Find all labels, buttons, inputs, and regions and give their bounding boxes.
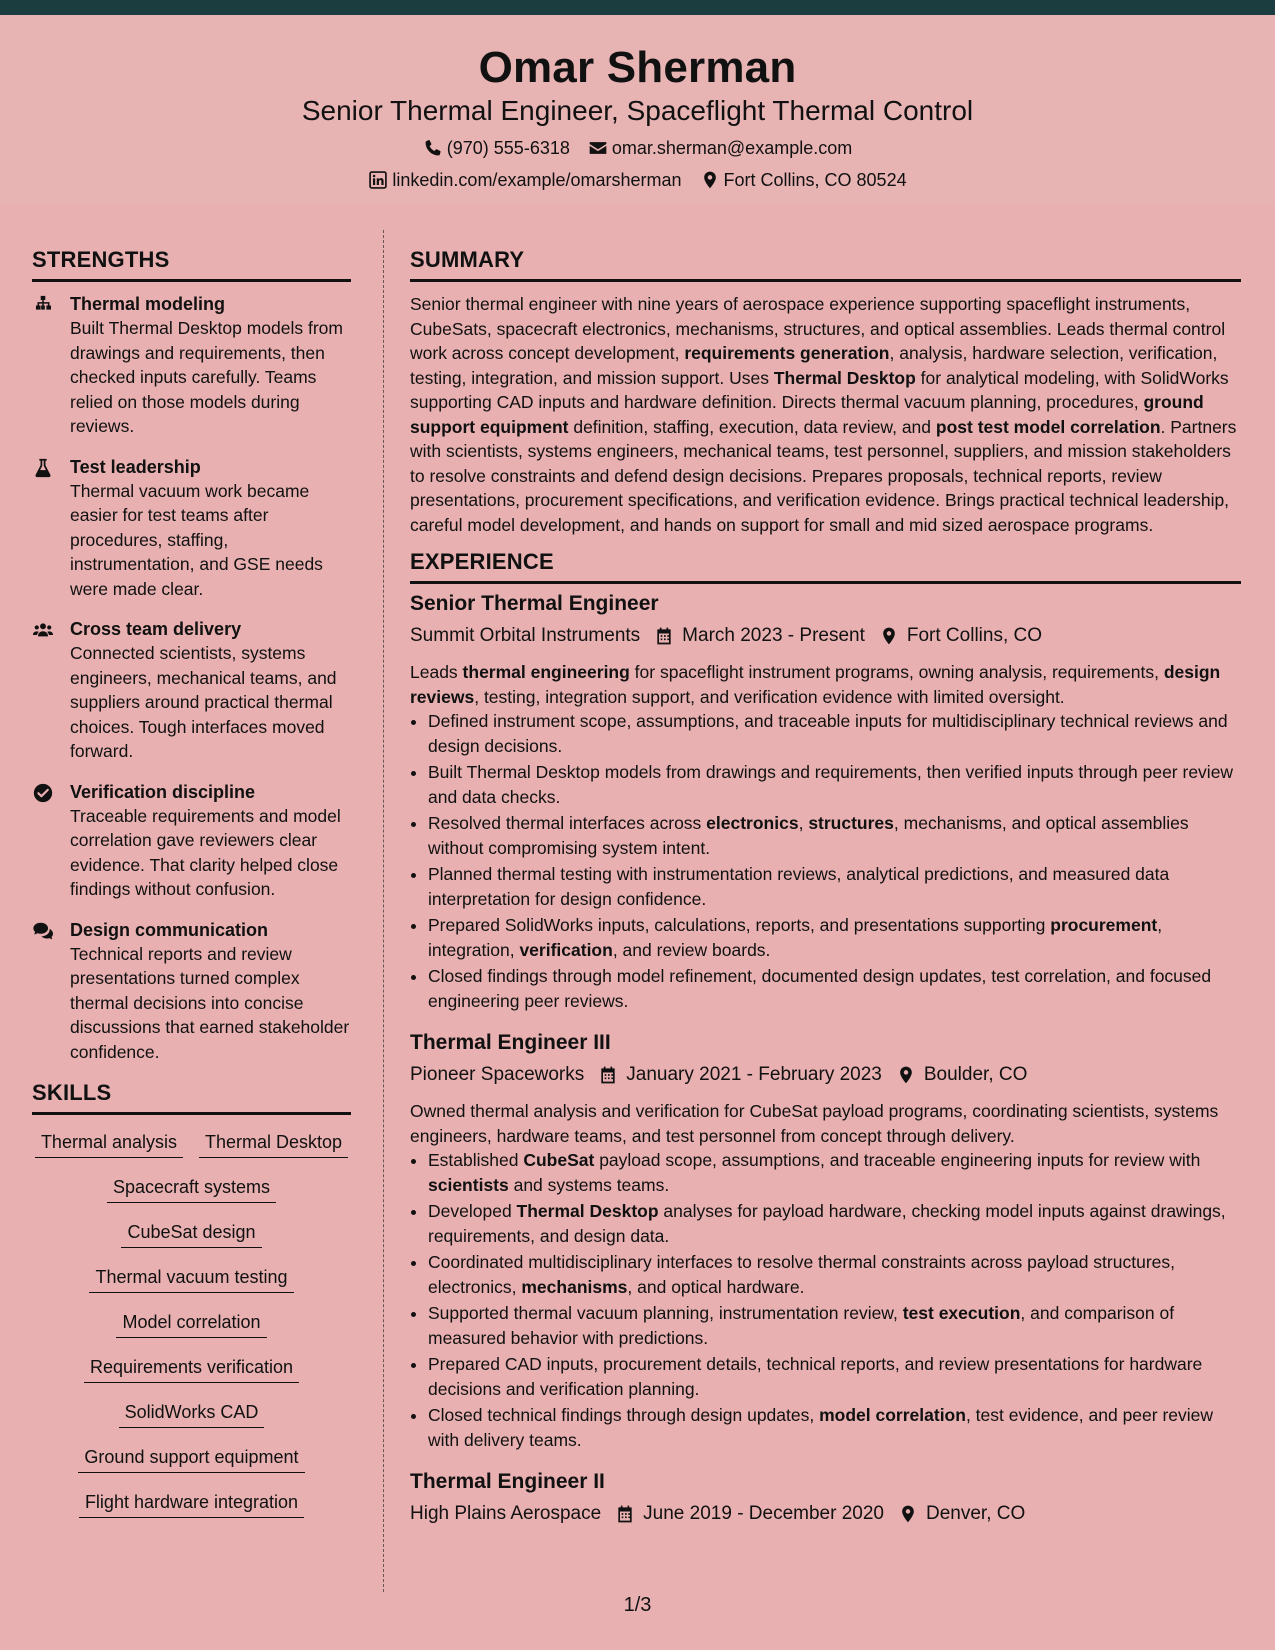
contact-row-2: [0, 168, 1275, 192]
bullet-item: [428, 1148, 1241, 1197]
top-accent-bar: [0, 0, 1275, 15]
job-dates: [598, 1061, 882, 1089]
bold-text: scientists: [428, 1174, 509, 1195]
strength-description: Technical reports and review presentations turned complex thermal decisions into concise discussions that earned stakeholder confidence.: [70, 943, 350, 1062]
bullet-item: [428, 862, 1241, 911]
text-span: , mechanisms, and optical assemblies without compromising system intent.: [428, 813, 1189, 858]
job-description: [410, 1099, 1241, 1148]
job-location: [898, 1500, 1025, 1528]
bold-text: structures: [808, 813, 894, 833]
job-location-text: Denver, CO: [926, 1503, 1026, 1524]
skill-tag: Thermal analysis: [35, 1131, 183, 1158]
strength-body: [70, 617, 351, 764]
bullet-item: [428, 709, 1241, 758]
skill-tag: CubeSat design: [121, 1221, 261, 1248]
email-contact[interactable]: [588, 136, 852, 160]
bold-text: mechanisms: [521, 1276, 628, 1297]
skills-heading: SKILLS: [32, 1080, 351, 1115]
bold-text: CubeSat: [523, 1150, 595, 1170]
linkedin-text[interactable]: linkedin.com/example/omarsherman: [392, 170, 682, 190]
job-bullets: [410, 1148, 1241, 1452]
job-entry: [410, 590, 1241, 1013]
text-span: Senior thermal engineer with nine years of aerospace experience supporting spaceflight instruments, CubeSats, spacecraft electronics, mechanisms, structures, and optical assemblies. Leads thermal control work across concept development,: [410, 294, 1226, 363]
job-location-text: Fort Collins, CO: [906, 625, 1043, 646]
envelope-icon: [588, 138, 608, 158]
strength-item: [32, 780, 351, 902]
bold-text: electronics: [706, 813, 799, 833]
job-location: [879, 622, 1042, 650]
text-span: definition, staffing, execution, data review, and: [568, 416, 936, 437]
strength-title: Design communication: [70, 919, 269, 940]
company-name: Pioneer Spaceworks: [410, 1064, 585, 1085]
strengths-heading: STRENGTHS: [32, 247, 351, 282]
summary-text: [410, 292, 1241, 537]
check-circle-icon: [32, 780, 56, 902]
text-span: , integration,: [428, 915, 1163, 960]
text-span: Owned thermal analysis and verification for CubeSat payload programs, coordinating scientists, systems engineers, hardware teams, and test personnel from concept through delivery.: [410, 1101, 1219, 1146]
calendar-icon: [654, 626, 674, 646]
column-divider: [383, 230, 384, 1592]
text-span: payload scope, assumptions, and traceable engineering inputs for review with: [594, 1150, 1201, 1170]
bold-text: test execution: [902, 1303, 1021, 1323]
strength-item: [32, 918, 351, 1065]
strength-description: Built Thermal Desktop models from drawings and requirements, then checked inputs carefully. Teams relied on those models during reviews.: [70, 318, 343, 436]
job-dates-text: January 2021 - February 2023: [626, 1064, 882, 1085]
map-pin-icon: [898, 1504, 918, 1524]
job-dates: [654, 622, 865, 650]
bold-text: Thermal Desktop: [773, 367, 916, 388]
text-span: ,: [798, 813, 809, 833]
skill-tag: Model correlation: [116, 1311, 266, 1338]
job-entry: [410, 1029, 1241, 1452]
bold-text: design reviews: [410, 662, 1221, 707]
bullet-item: [428, 1199, 1241, 1248]
calendar-icon: [598, 1065, 618, 1085]
strength-title: Test leadership: [70, 456, 201, 477]
text-span: , testing, integration support, and verification evidence with limited oversight.: [474, 686, 1065, 707]
job-entry: [410, 1468, 1241, 1528]
text-span: Leads: [410, 662, 463, 682]
bold-text: model correlation: [819, 1405, 966, 1425]
strength-item: [32, 292, 351, 439]
bullet-item: [428, 1403, 1241, 1452]
strength-item: [32, 455, 351, 602]
flask-icon: [32, 455, 56, 602]
strength-description: Thermal vacuum work became easier for test teams after procedures, staffing, instrumentation, and GSE needs were made clear.: [70, 480, 323, 599]
phone-icon: [423, 138, 443, 158]
text-span: , and review boards.: [612, 939, 771, 960]
experience-list: [410, 590, 1241, 1528]
text-span: Coordinated multidisciplinary interfaces to resolve thermal constraints across payload structures, electronics,: [428, 1252, 1175, 1297]
text-span: Established: [428, 1150, 524, 1170]
text-span: . Partners with scientists, systems engineers, mechanical teams, test personnel, suppliers, and mission stakeholders to resolve constraints and defend design decisions. Prepares proposals, technical reports, review presentations, procurement specifications, and verification evidence. Brings practical technical leadership, careful model development, and hands on support for small and mid sized aerospace programs.: [410, 416, 1237, 535]
linkedin-contact[interactable]: [368, 168, 681, 192]
bold-text: verification: [519, 939, 613, 960]
bullet-item: [428, 1250, 1241, 1299]
phone-contact: [423, 136, 570, 160]
text-span: , and comparison of measured behavior with predictions.: [428, 1303, 1175, 1348]
job-meta: [410, 1061, 1241, 1089]
contact-row-1: [0, 136, 1275, 160]
candidate-name: Omar Sherman: [478, 43, 797, 92]
candidate-title: Senior Thermal Engineer, Spaceflight Thermal Control: [301, 95, 974, 126]
resume-header: [0, 15, 1275, 203]
text-span: , test evidence, and peer review with delivery teams.: [428, 1405, 1214, 1450]
bullet-item: [428, 913, 1241, 962]
email-text[interactable]: omar.sherman@example.com: [611, 138, 853, 158]
skill-tag: Spacecraft systems: [107, 1176, 276, 1203]
map-pin-icon: [879, 626, 899, 646]
text-span: , and optical hardware.: [627, 1276, 805, 1297]
location-contact: [700, 168, 907, 192]
summary-heading: SUMMARY: [410, 247, 1241, 282]
bold-text: thermal engineering: [462, 662, 630, 682]
skill-tag: Ground support equipment: [78, 1446, 304, 1473]
job-meta: [410, 1500, 1241, 1528]
text-span: Planned thermal testing with instrumentation reviews, analytical predictions, and measured data interpretation for design confidence.: [428, 864, 1170, 909]
job-title: Thermal Engineer II: [410, 1470, 605, 1493]
strength-item: [32, 617, 351, 764]
skills-list: [32, 1131, 351, 1536]
map-pin-icon: [896, 1065, 916, 1085]
users-icon: [32, 617, 56, 764]
linkedin-icon: [368, 170, 388, 190]
skill-tag: Thermal vacuum testing: [89, 1266, 293, 1293]
skills-section: [32, 1080, 351, 1536]
bullet-item: [428, 1352, 1241, 1401]
text-span: Developed: [428, 1201, 517, 1221]
strength-description: Traceable requirements and model correlation gave reviewers clear evidence. That clarity helped close findings without confusion.: [70, 805, 341, 899]
job-dates: [615, 1500, 884, 1528]
strengths-list: [32, 292, 351, 1064]
strength-title: Verification discipline: [70, 781, 256, 802]
skill-tag: Thermal Desktop: [199, 1131, 348, 1158]
text-span: analyses for payload hardware, checking model inputs against drawings, requirements, and design data.: [428, 1201, 1226, 1246]
bold-text: Thermal Desktop: [516, 1201, 659, 1221]
bullet-item: [428, 811, 1241, 860]
job-bullets: [410, 709, 1241, 1013]
text-span: Defined instrument scope, assumptions, and traceable inputs for multidisciplinary technical reviews and design decisions.: [428, 711, 1228, 756]
text-span: , analysis, hardware selection, verification, testing, integration, and mission support. Uses: [410, 343, 1218, 388]
map-pin-icon: [700, 170, 720, 190]
sitemap-icon: [32, 292, 56, 439]
job-dates-text: March 2023 - Present: [682, 625, 865, 646]
strength-body: [70, 292, 351, 439]
phone-text: (970) 555-6318: [446, 138, 570, 158]
text-span: Built Thermal Desktop models from drawings and requirements, then verified inputs through peer review and data checks.: [428, 762, 1234, 807]
bold-text: requirements generation: [684, 343, 890, 363]
strength-description: Connected scientists, systems engineers, mechanical teams, and suppliers around practical thermal choices. Tough interfaces moved forward.: [70, 643, 337, 761]
bold-text: ground support equipment: [410, 392, 1204, 437]
strength-title: Thermal modeling: [70, 294, 226, 314]
comments-icon: [32, 918, 56, 1065]
bullet-item: [428, 760, 1241, 809]
bullet-item: [428, 1301, 1241, 1350]
job-dates-text: June 2019 - December 2020: [643, 1503, 884, 1524]
job-description: [410, 660, 1241, 709]
job-location: [896, 1061, 1028, 1089]
text-span: Resolved thermal interfaces across: [428, 813, 707, 833]
text-span: Prepared CAD inputs, procurement details, technical reports, and review presentations for hardware decisions and verification planning.: [428, 1354, 1203, 1399]
skill-tag: SolidWorks CAD: [119, 1401, 265, 1428]
job-title: Senior Thermal Engineer: [410, 592, 659, 615]
experience-heading: EXPERIENCE: [410, 549, 1241, 584]
right-column: [410, 247, 1241, 1528]
strength-body: [70, 780, 351, 902]
strength-body: [70, 455, 351, 602]
left-column: [32, 247, 351, 1536]
text-span: Prepared SolidWorks inputs, calculations, reports, and presentations supporting: [428, 915, 1051, 935]
page-number: 1/3: [623, 1594, 652, 1616]
job-title: Thermal Engineer III: [410, 1031, 611, 1054]
text-span: Closed technical findings through design updates,: [428, 1405, 820, 1425]
bold-text: post test model correlation: [935, 416, 1161, 437]
skill-tag: Requirements verification: [84, 1356, 299, 1383]
job-meta: [410, 622, 1241, 650]
company-name: High Plains Aerospace: [410, 1503, 602, 1524]
text-span: Closed findings through model refinement, documented design updates, test correlation, and focused engineering peer reviews.: [428, 966, 1212, 1011]
company-name: Summit Orbital Instruments: [410, 625, 641, 646]
text-span: for analytical modeling, with SolidWorks supporting CAD inputs and hardware definition. Directs thermal vacuum planning, procedures,: [410, 367, 1229, 412]
strength-body: [70, 918, 351, 1065]
skill-tag: Flight hardware integration: [79, 1491, 304, 1518]
bullet-item: [428, 964, 1241, 1013]
strength-title: Cross team delivery: [70, 619, 242, 639]
location-text: Fort Collins, CO 80524: [723, 170, 907, 190]
bold-text: procurement: [1050, 915, 1158, 935]
calendar-icon: [615, 1504, 635, 1524]
text-span: for spaceflight instrument programs, owning analysis, requirements,: [629, 662, 1164, 682]
text-span: and systems teams.: [508, 1174, 670, 1195]
job-location-text: Boulder, CO: [923, 1064, 1028, 1085]
text-span: Supported thermal vacuum planning, instrumentation review,: [428, 1303, 903, 1323]
